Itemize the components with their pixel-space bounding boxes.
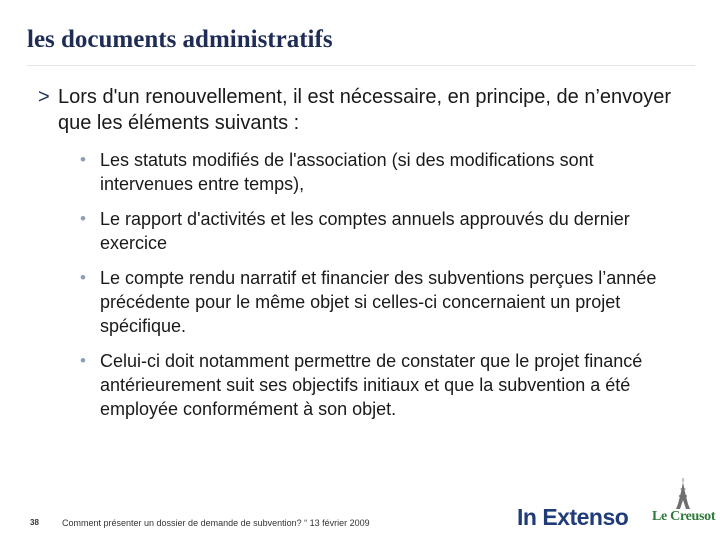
main-point-text: Lors d'un renouvellement, il est nécessaire, en principe, de n’envoyer que les éléments suivants : [58,86,672,134]
list-item [80,349,690,421]
slide-title: les documents administratifs [27,26,333,53]
footer-text: Comment présenter un dossier de demande de subvention? “ 13 février 2009 [62,518,370,528]
title-divider [27,65,695,66]
list-item-text: Les statuts modifiés de l'association (si des modifications sont intervenues entre temps), [100,150,594,194]
bullet-list [80,148,690,432]
in-extenso-logo: In Extenso [517,504,629,530]
chevron-right-icon: > [38,86,50,108]
le-creusot-logo [652,478,714,530]
list-item-text: Celui-ci doit notamment permettre de constater que le projet financé antérieurement suit ses objectifs initiaux et que la subvention a été employée conformément à son objet. [100,351,643,419]
page-number: 38 [30,518,39,527]
bullet-dot-icon: • [80,268,86,287]
list-item-text: Le rapport d'activités et les comptes annuels approuvés du dernier exercice [100,209,630,253]
list-item [80,207,690,255]
list-item [80,148,690,196]
le-creusot-wordmark: Le Creusot [652,509,716,524]
bullet-dot-icon: • [80,351,86,370]
tower-icon [675,478,691,510]
list-item [80,266,690,338]
bullet-dot-icon: • [80,150,86,169]
list-item-text: Le compte rendu narratif et financier des subventions perçues l’année précédente pour le même objet si celles-ci concernaient un projet spécifique. [100,268,657,336]
bullet-dot-icon: • [80,209,86,228]
main-point [38,84,688,136]
